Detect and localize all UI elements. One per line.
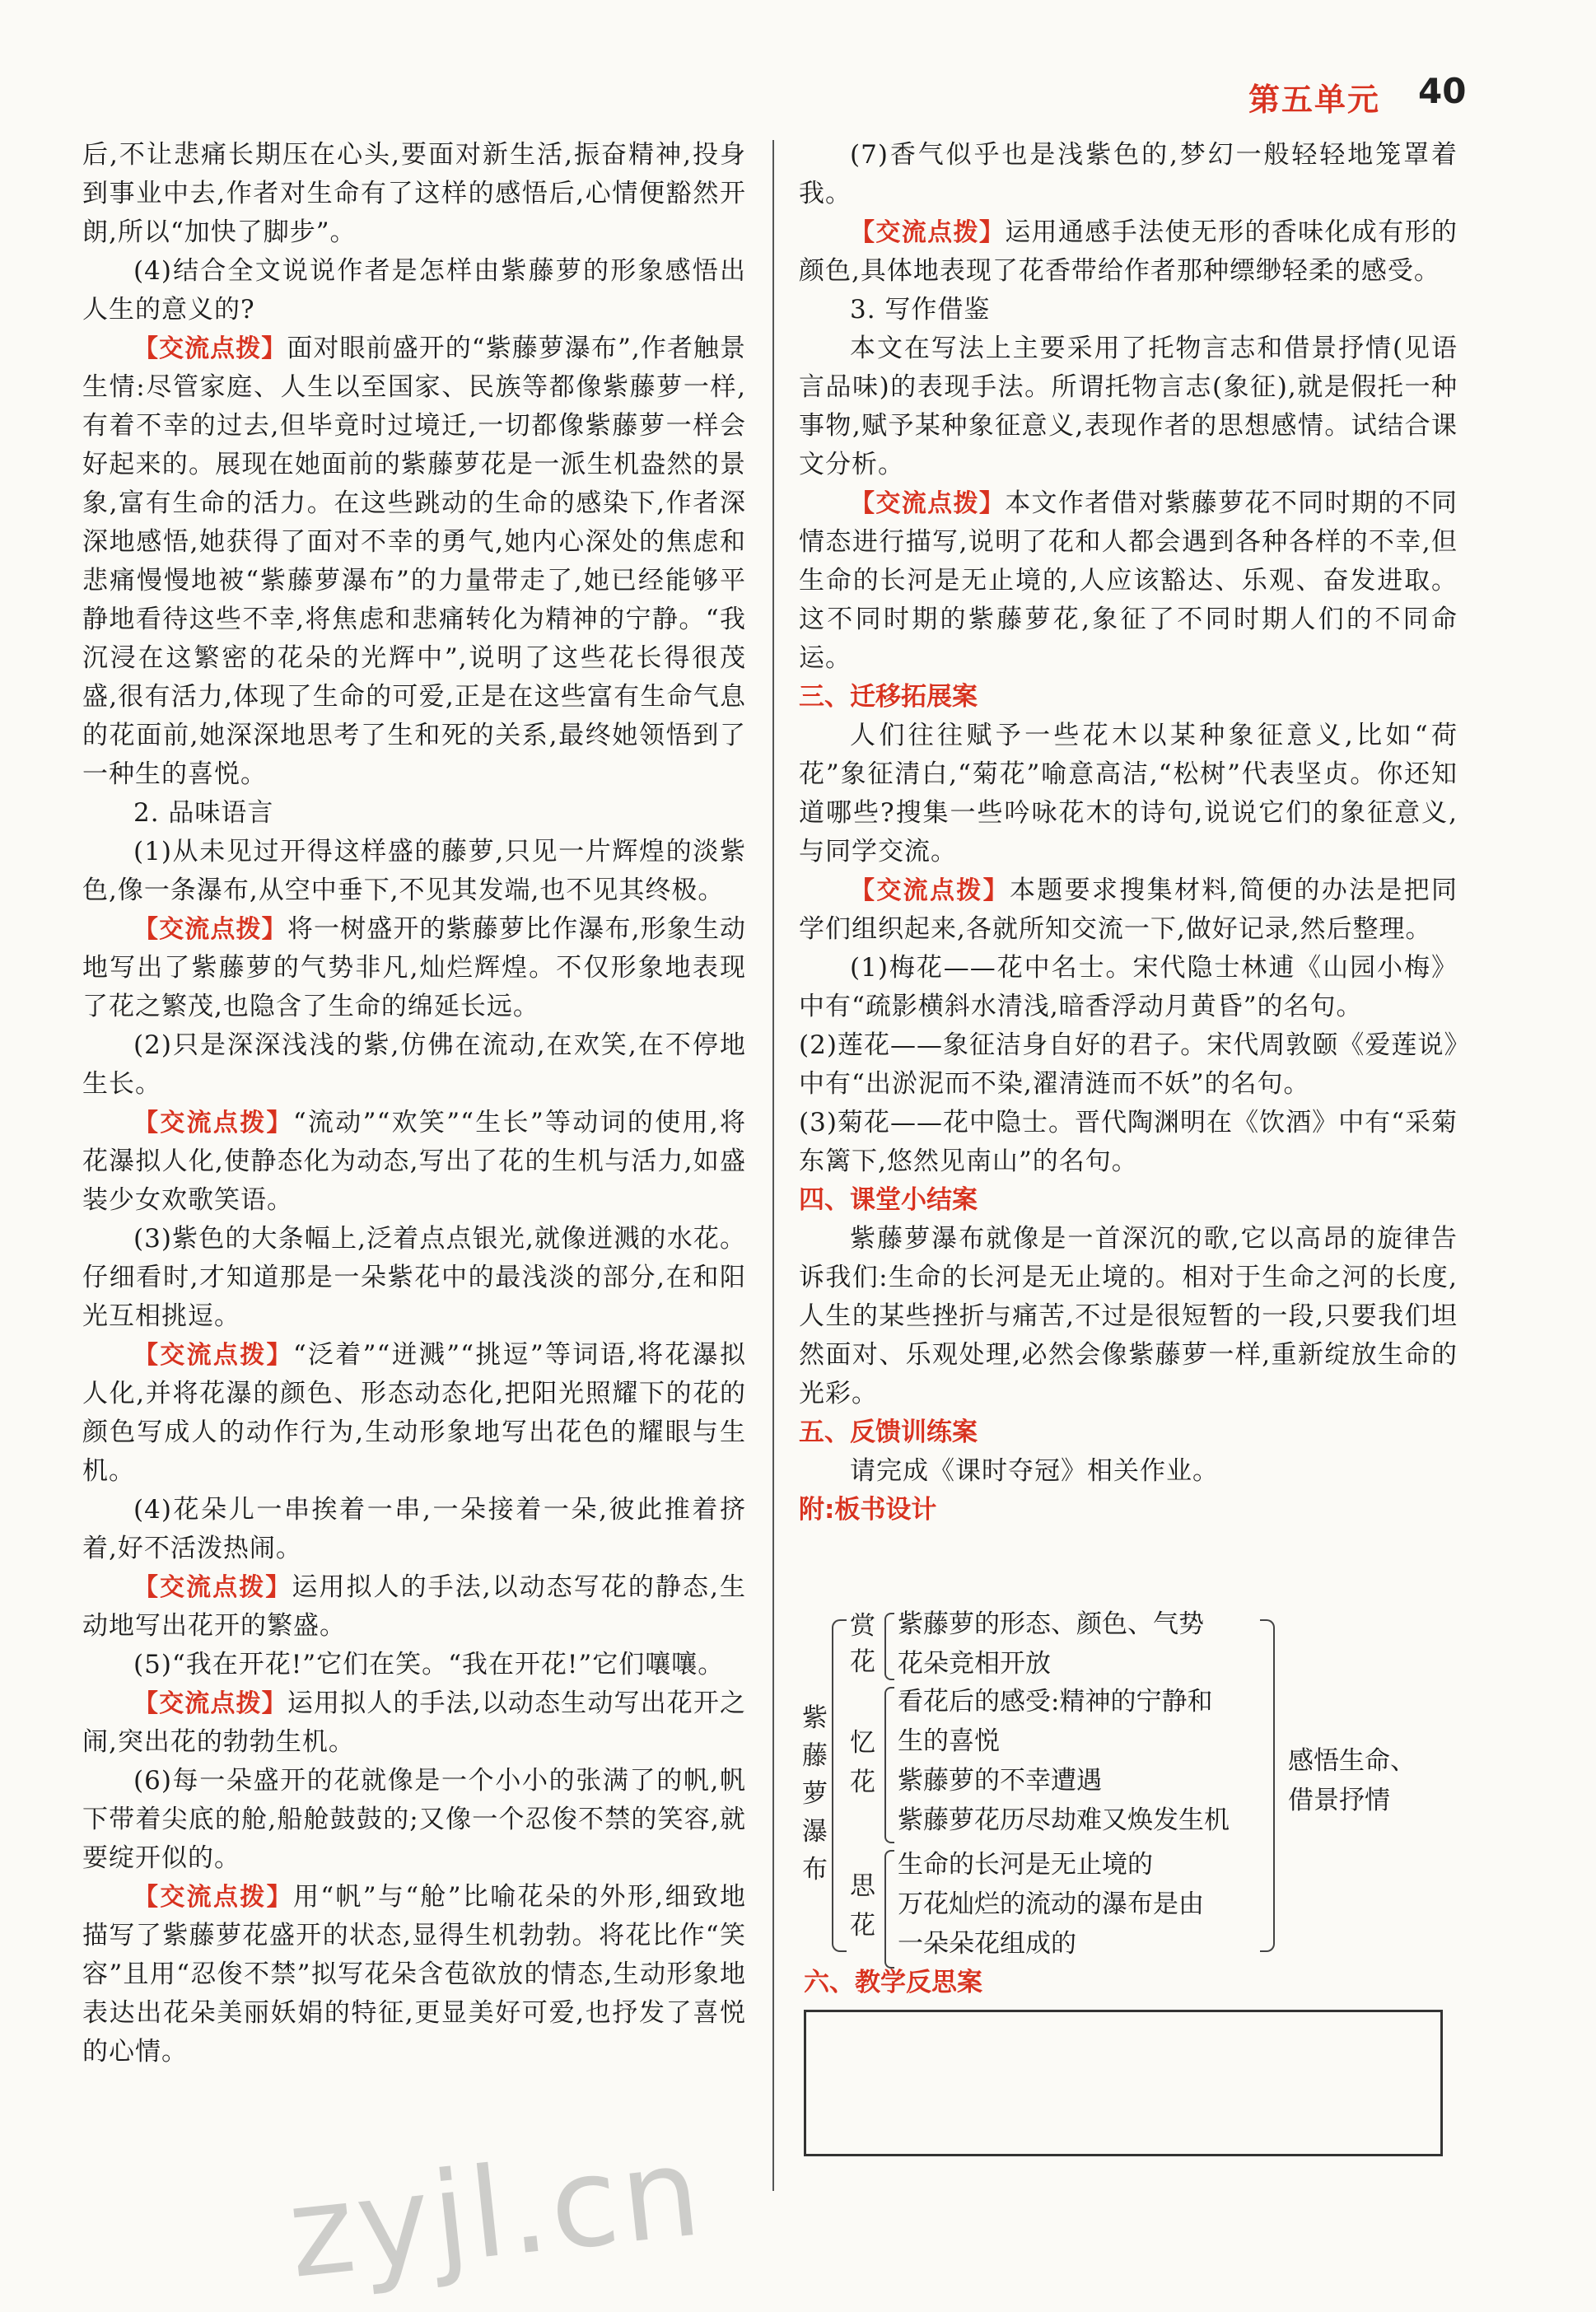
tip-paragraph xyxy=(82,910,746,1026)
left-column xyxy=(82,136,746,2071)
group1-brace xyxy=(884,1613,894,1680)
conclusion-text: 感悟生命、 xyxy=(1288,1746,1416,1776)
tip-tag: 【交流点拨】 xyxy=(133,915,287,944)
tip-tag: 【交流点拨】 xyxy=(850,489,1006,518)
tip-tag: 【交流点拨】 xyxy=(133,1341,293,1370)
tip-paragraph xyxy=(82,1878,746,2071)
tip-paragraph xyxy=(799,213,1458,291)
body-paragraph: 3. 写作借鉴 xyxy=(850,295,991,325)
group1-item: 紫藤萝的形态、颜色、气势 xyxy=(898,1609,1204,1639)
tip-text: “流动”“欢笑”“生长”等动词的使用,将花瀑拟人化,使静态化为动态,写出了花的生机与活力,如盛装少女欢歌笑语。 xyxy=(82,1108,746,1215)
tip-paragraph xyxy=(82,1568,746,1646)
tip-text: 本题要求搜集材料,简便的办法是把同学们组织起来,各就所知交流一下,做好记录,然后整理。 xyxy=(799,876,1458,944)
body-paragraph: (6)每一朵盛开的花就像是一个小小的张满了的帆,帆下带着尖底的舱,船舱鼓鼓的;又像一个忍俊不禁的笑容,就要绽开似的。 xyxy=(82,1766,746,1873)
tip-tag: 【交流点拨】 xyxy=(133,1883,293,1912)
board-design-diagram xyxy=(799,1604,1441,1967)
tip-tag: 【交流点拨】 xyxy=(850,876,1010,905)
group3-item: 万花灿烂的流动的瀑布是由 xyxy=(898,1889,1204,1919)
tip-text: 运用通感手法使无形的香味化成有形的颜色,具体地表现了花香带给作者那种缥缈轻柔的感受。 xyxy=(799,217,1458,286)
tip-paragraph xyxy=(799,871,1458,949)
tip-text: 面对眼前盛开的“紫藤萝瀑布”,作者触景生情:尽管家庭、人生以至国家、民族等都像紫藤萝一样,有着不幸的过去,但毕竟时过境迁,一切都像紫藤萝一样会好起来的。展现在她面前的紫藤萝花是一派生机盎然的景象,富有生命的活力。在这些跳动的生命的感染下,作者深深地感悟,她获得了面对不幸的勇气,她内心深处的焦虑和悲痛慢慢地被“紫藤萝瀑布”的力量带走了,她已经能够平静地看待这些不幸,将焦虑和悲痛转化为精神的宁静。“我沉浸在这繁密的花朵的光辉中”,说明了这些花长得很茂盛,很有活力,体现了生命的可爱,正是在这些富有生命气息的花面前,她深深地思考了生和死的关系,最终她领悟到了一种生的喜悦。 xyxy=(82,334,746,789)
group3-label: 花 xyxy=(850,1911,875,1941)
board-root-char: 藤 xyxy=(802,1741,828,1771)
tip-text: 本文作者借对紫藤萝花不同时期的不同情态进行描写,说明了花和人都会遇到各种各样的不幸,但生命的长河是无止境的,人应该豁达、乐观、奋发进取。这不同时期的紫藤萝花,象征了不同时期人们的不同命运。 xyxy=(799,488,1458,673)
conclusion-brace xyxy=(1260,1619,1275,1952)
tip-text: 运用拟人的手法,以动态生动写出花开之闹,突出花的勃勃生机。 xyxy=(82,1688,747,1757)
body-paragraph: (4)花朵儿一串挨着一串,一朵接着一朵,彼此推着挤着,好不活泼热闹。 xyxy=(82,1495,746,1563)
body-paragraph: (5)“我在开花!”它们在笑。“我在开花!”它们嚷嚷。 xyxy=(133,1650,725,1679)
tip-text: 用“帆”与“舱”比喻花朵的外形,细致地描写了紫藤萝花盛开的状态,显得生机勃勃。将花比作“笑容”且用“忍俊不禁”拟写花朵含苞欲放的情态,生动形象地表达出花朵美丽妖娟的特征,更显美好可爱,也抒发了喜悦的心情。 xyxy=(82,1882,746,2067)
tip-paragraph xyxy=(82,1104,746,1220)
tip-paragraph xyxy=(82,329,746,794)
body-paragraph: (1)梅花——花中名士。宋代隐士林逋《山园小梅》中有“疏影横斜水清浅,暗香浮动月黄昏”的名句。 xyxy=(799,953,1458,1021)
body-paragraph: 请完成《课时夺冠》相关作业。 xyxy=(850,1456,1219,1486)
conclusion-text: 借景抒情 xyxy=(1288,1786,1390,1815)
body-paragraph: 人们往往赋予一些花木以某种象征意义,比如“荷花”象征清白,“菊花”喻意高洁,“松树”代表坚贞。你还知道哪些?搜集一些吟咏花木的诗句,说说它们的象征意义,与同学交流。 xyxy=(799,721,1458,866)
body-paragraph: (2)只是深深浅浅的紫,仿佛在流动,在欢笑,在不停地生长。 xyxy=(82,1030,746,1099)
body-paragraph: (4)结合全文说说作者是怎样由紫藤萝的形象感悟出人生的意义的? xyxy=(82,256,746,325)
body-paragraph: (3)紫色的大条幅上,泛着点点银光,就像迸溅的水花。仔细看时,才知道那是一朵紫花中的最浅淡的部分,在和阳光互相挑逗。 xyxy=(82,1224,746,1331)
group1-label: 花 xyxy=(850,1647,875,1677)
group1-item: 花朵竞相开放 xyxy=(898,1649,1051,1679)
body-paragraph: (7)香气似乎也是浅紫色的,梦幻一般轻轻地笼罩着我。 xyxy=(799,140,1458,208)
group1-label: 赏 xyxy=(850,1611,875,1641)
body-paragraph: 后,不让悲痛长期压在心头,要面对新生活,振奋精神,投身到事业中去,作者对生命有了这样的感悟后,心情便豁然开朗,所以“加快了脚步”。 xyxy=(82,140,746,247)
group3-item: 生命的长河是无止境的 xyxy=(898,1850,1153,1880)
group2-label: 忆 xyxy=(850,1728,875,1758)
reflection-heading: 六、教学反思案 xyxy=(804,1968,982,1997)
root-brace xyxy=(832,1619,847,1952)
body-paragraph: (3)菊花——花中隐士。晋代陶渊明在《饮酒》中有“采菊东篱下,悠然见南山”的名句。 xyxy=(799,1108,1458,1176)
tip-paragraph xyxy=(82,1684,746,1762)
group2-label: 花 xyxy=(850,1768,875,1797)
tip-paragraph xyxy=(82,1336,746,1491)
column-divider xyxy=(772,140,774,2191)
watermark: zyjl.cn xyxy=(282,2120,710,2306)
tip-text: 将一树盛开的紫藤萝比作瀑布,形象生动地写出了紫藤萝的气势非凡,灿烂辉煌。不仅形象地表现了花之繁茂,也隐含了生命的绵延长远。 xyxy=(82,914,747,1021)
tip-paragraph xyxy=(799,484,1458,678)
group2-item: 紫藤萝的不幸遭遇 xyxy=(898,1766,1102,1796)
right-column xyxy=(799,136,1458,1530)
body-paragraph: 紫藤萝瀑布就像是一首深沉的歌,它以高昂的旋律告诉我们:生命的长河是无止境的。相对于生命之河的长度,人生的某些挫折与痛苦,不过是很短暂的一段,只要我们坦然面对、乐观处理,必然会像紫藤萝一样,重新绽放生命的光彩。 xyxy=(799,1224,1458,1408)
group2-brace xyxy=(884,1687,894,1843)
group2-item: 紫藤萝花历尽劫难又焕发生机 xyxy=(898,1805,1230,1835)
group3-brace xyxy=(884,1850,894,1969)
body-paragraph: (1)从未见过开得这样盛的藤萝,只见一片辉煌的淡紫色,像一条瀑布,从空中垂下,不见其发端,也不见其终极。 xyxy=(82,837,746,905)
section-heading: 三、迁移拓展案 xyxy=(799,682,978,712)
body-paragraph: (2)莲花——象征洁身自好的君子。宋代周敦颐《爱莲说》中有“出淤泥而不染,濯清涟而不妖”的名句。 xyxy=(799,1030,1458,1099)
section-heading: 附:板书设计 xyxy=(799,1495,937,1525)
board-root-char: 萝 xyxy=(802,1779,828,1809)
section-heading: 五、反馈训练案 xyxy=(799,1418,978,1447)
tip-tag: 【交流点拨】 xyxy=(850,218,1006,247)
group2-item: 生的喜悦 xyxy=(898,1726,1000,1756)
body-paragraph: 本文在写法上主要采用了托物言志和借景抒情(见语言品味)的表现手法。所谓托物言志(象征),就是假托一种事物,赋予某种象征意义,表现作者的思想感情。试结合课文分析。 xyxy=(799,334,1458,479)
board-root-char: 紫 xyxy=(802,1703,828,1733)
body-paragraph: 2. 品味语言 xyxy=(133,798,274,828)
tip-tag: 【交流点拨】 xyxy=(133,334,287,363)
tip-text: “泛着”“迸溅”“挑逗”等词语,将花瀑拟人化,并将花瀑的颜色、形态动态化,把阳光照耀下的花的颜色写成人的动作行为,生动形象地写出花色的耀眼与生机。 xyxy=(82,1340,746,1486)
tip-tag: 【交流点拨】 xyxy=(133,1573,292,1602)
board-root-char: 瀑 xyxy=(802,1817,828,1847)
tip-text: 运用拟人的手法,以动态写花的静态,生动地写出花开的繁盛。 xyxy=(82,1572,746,1641)
group3-item: 一朵朵花组成的 xyxy=(898,1929,1076,1959)
tip-tag: 【交流点拨】 xyxy=(133,1689,287,1718)
unit-title: 第五单元 xyxy=(1248,82,1381,118)
reflection-box xyxy=(804,2010,1443,2156)
section-heading: 四、课堂小结案 xyxy=(799,1185,978,1215)
tip-tag: 【交流点拨】 xyxy=(133,1109,293,1137)
board-root-char: 布 xyxy=(802,1855,828,1885)
group2-item: 看花后的感受:精神的宁静和 xyxy=(898,1687,1213,1716)
page-number: 40 xyxy=(1418,71,1467,111)
group3-label: 思 xyxy=(850,1871,875,1901)
